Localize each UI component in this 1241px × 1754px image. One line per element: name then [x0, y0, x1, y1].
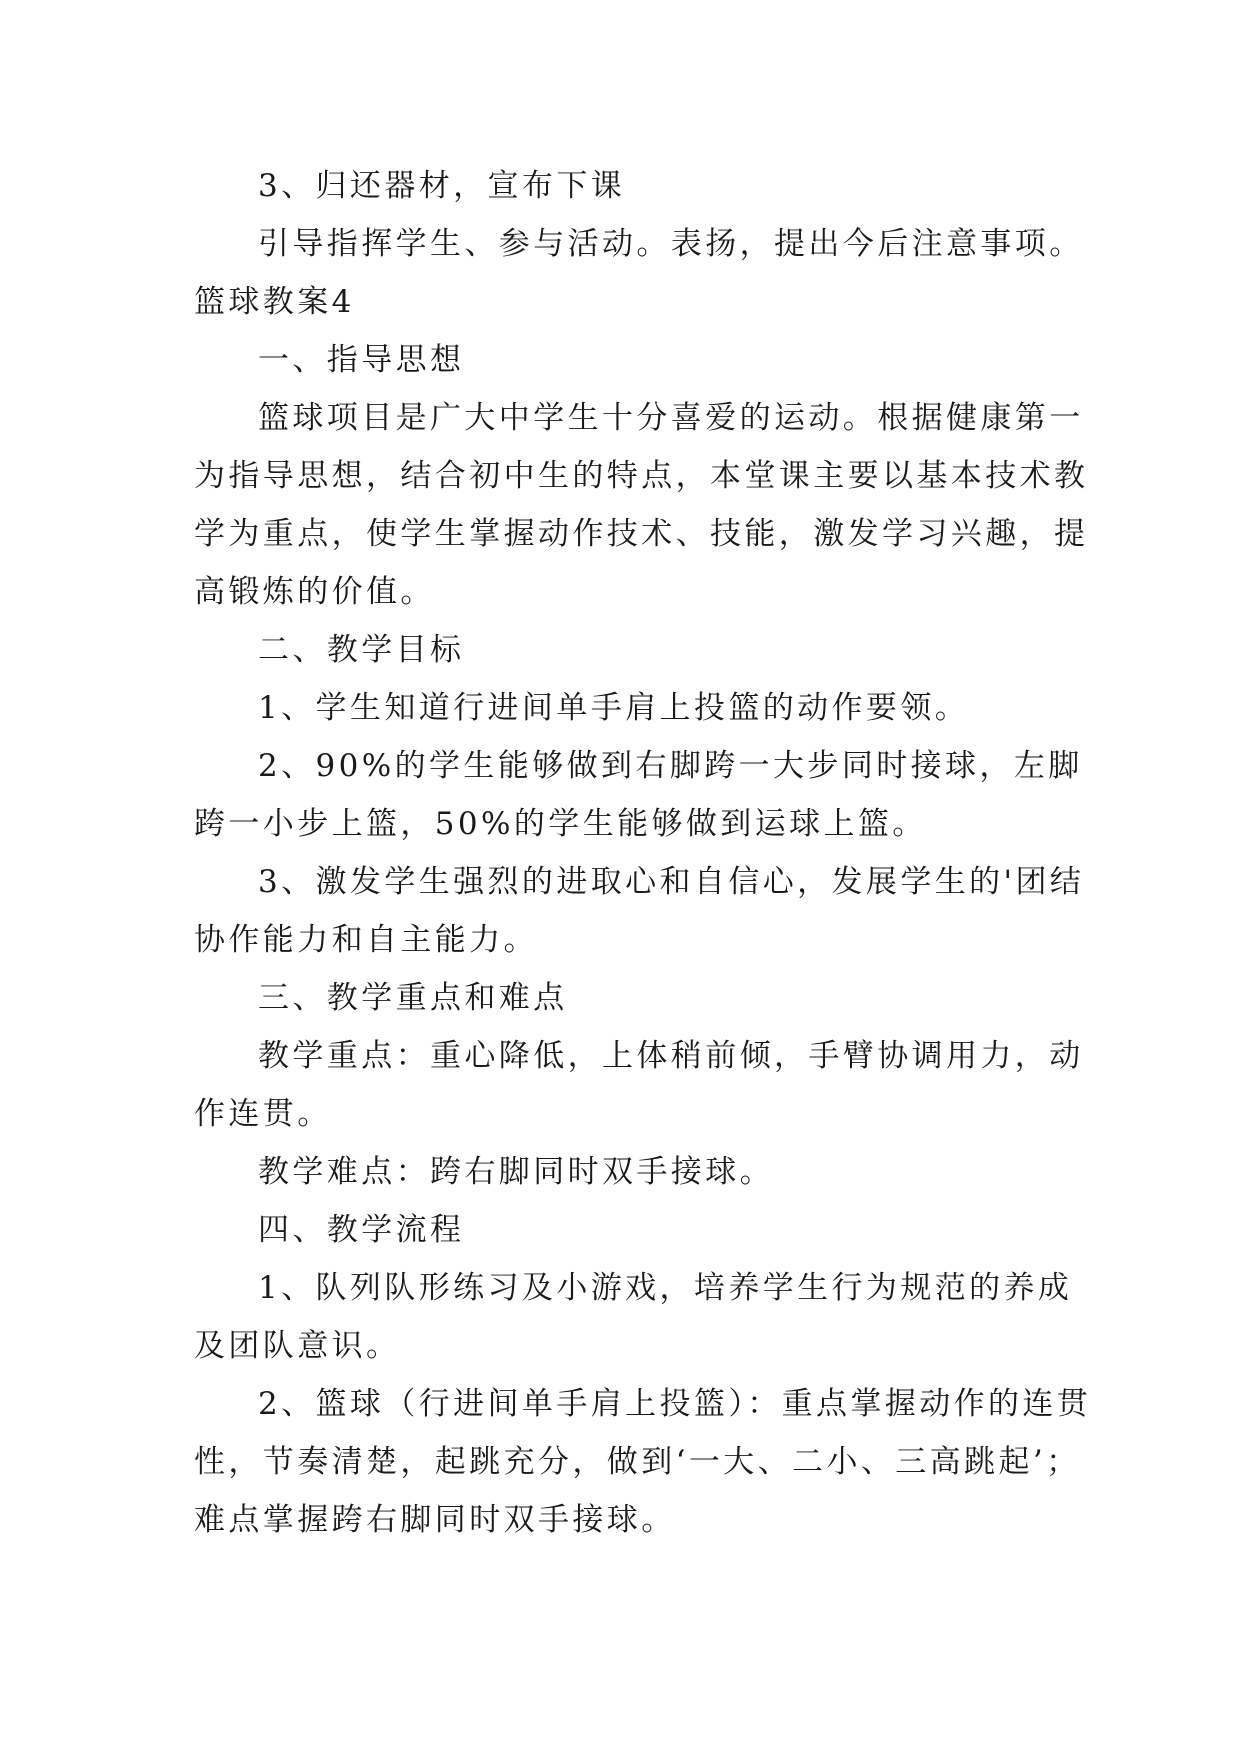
text-line: 二、教学目标 [258, 632, 465, 668]
text-line: 1、队列队形练习及小游戏，培养学生行为规范的养成 [258, 1270, 1073, 1306]
text-line: 难点掌握跨右脚同时双手接球。 [194, 1502, 676, 1538]
text-line: 高锻炼的价值。 [194, 574, 435, 610]
text-line: 作连贯。 [194, 1096, 332, 1132]
text-line: 2、90%的学生能够做到右脚跨一大步同时接球，左脚 [258, 748, 1083, 784]
text-line: 3、激发学生强烈的进取心和自信心，发展学生的'团结 [258, 864, 1085, 900]
section-heading: 篮球教案4 [194, 284, 355, 320]
text-line: 引导指挥学生、参与活动。表扬，提出今后注意事项。 [258, 226, 1084, 262]
text-line: 及团队意识。 [194, 1328, 401, 1364]
text-line: 3、归还器材，宣布下课 [258, 168, 626, 204]
text-line: 篮球项目是广大中学生十分喜爱的运动。根据健康第一 [258, 400, 1084, 436]
text-line: 四、教学流程 [258, 1212, 465, 1248]
text-line: 2、篮球（行进间单手肩上投篮）：重点掌握动作的连贯 [258, 1386, 1092, 1422]
text-line: 一、指导思想 [258, 342, 465, 378]
text-line: 教学重点：重心降低，上体稍前倾，手臂协调用力，动 [258, 1038, 1084, 1074]
text-line: 三、教学重点和难点 [258, 980, 568, 1016]
text-line: 教学难点：跨右脚同时双手接球。 [258, 1154, 774, 1190]
text-line: 1、学生知道行进间单手肩上投篮的动作要领。 [258, 690, 970, 726]
text-line: 学为重点，使学生掌握动作技术、技能，激发学习兴趣，提 [194, 516, 1089, 552]
text-line: 性，节奏清楚，起跳充分，做到‘一大、二小、三高跳起’； [194, 1444, 1081, 1480]
text-line: 协作能力和自主能力。 [194, 922, 538, 958]
text-line: 跨一小步上篮，50%的学生能够做到运球上篮。 [194, 806, 927, 842]
text-line: 为指导思想，结合初中生的特点，本堂课主要以基本技术教 [194, 458, 1089, 494]
